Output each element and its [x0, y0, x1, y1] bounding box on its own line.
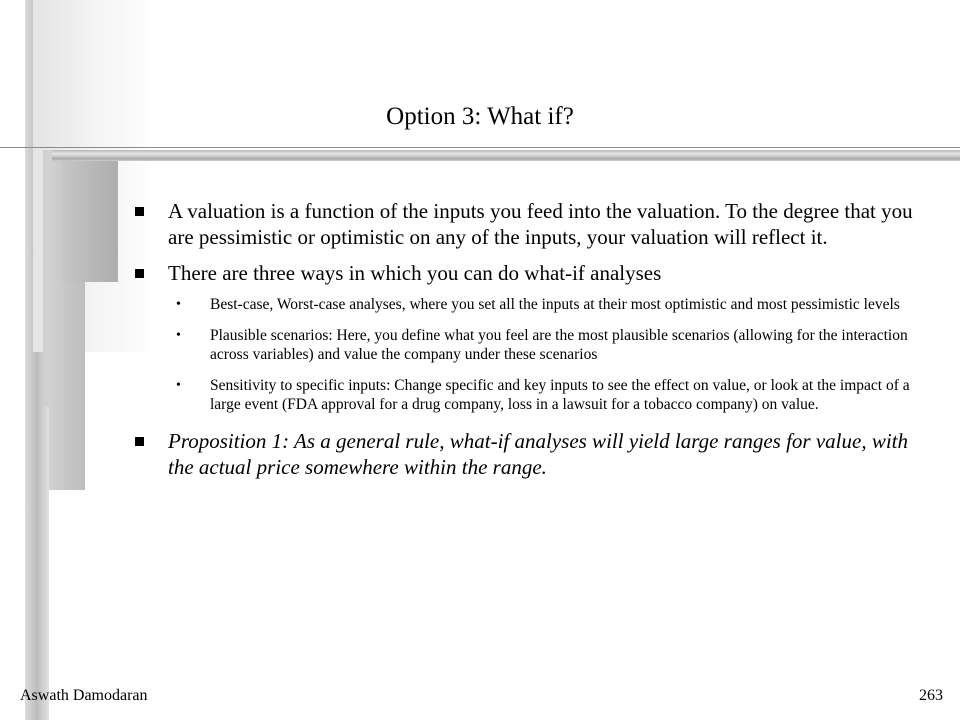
bullet-text: Proposition 1: As a general rule, what-if analyses will yield large ranges for value, with the actual price somewhere within the range.: [168, 429, 909, 479]
slide-title: Option 3: What if?: [386, 103, 574, 130]
dot-bullet-icon: •: [176, 328, 181, 343]
bullet-text: A valuation is a function of the inputs you feed into the valuation. To the degree that you are pessimistic or optimistic on any of the inputs, your valuation will reflect it.: [168, 199, 913, 249]
sub-bullet-item: [130, 376, 930, 414]
bullet-item: [130, 260, 930, 286]
square-bullet-icon: [135, 207, 144, 216]
sub-bullet-text: Sensitivity to specific inputs: Change specific and key inputs to see the effect on value, or look at the impact of a large event (FDA approval for a drug company, loss in a lawsuit for a tobacco company) on value.: [210, 377, 910, 413]
sub-bullet-item: [130, 295, 930, 314]
square-bullet-icon: [135, 269, 144, 278]
title-underline-bar: [52, 150, 960, 161]
slide-body: [130, 198, 930, 480]
bullet-item: [130, 428, 930, 480]
sub-bullet-text: Plausible scenarios: Here, you define what you feel are the most plausible scenarios (allowing for the interaction across variables) and value the company under these scenarios: [210, 327, 908, 363]
sub-bullet-item: [130, 326, 930, 364]
title-divider: [0, 147, 960, 148]
bullet-text: There are three ways in which you can do what-if analyses: [168, 261, 662, 285]
dot-bullet-icon: •: [176, 378, 181, 393]
dot-bullet-icon: •: [176, 297, 181, 312]
footer-author: Aswath Damodaran: [20, 687, 148, 704]
bullet-item: [130, 198, 930, 250]
sub-bullet-text: Best-case, Worst-case analyses, where you set all the inputs at their most optimistic and most pessimistic levels: [210, 296, 900, 313]
page-number: 263: [919, 687, 943, 704]
square-bullet-icon: [135, 437, 144, 446]
decorative-bar: [62, 160, 118, 282]
